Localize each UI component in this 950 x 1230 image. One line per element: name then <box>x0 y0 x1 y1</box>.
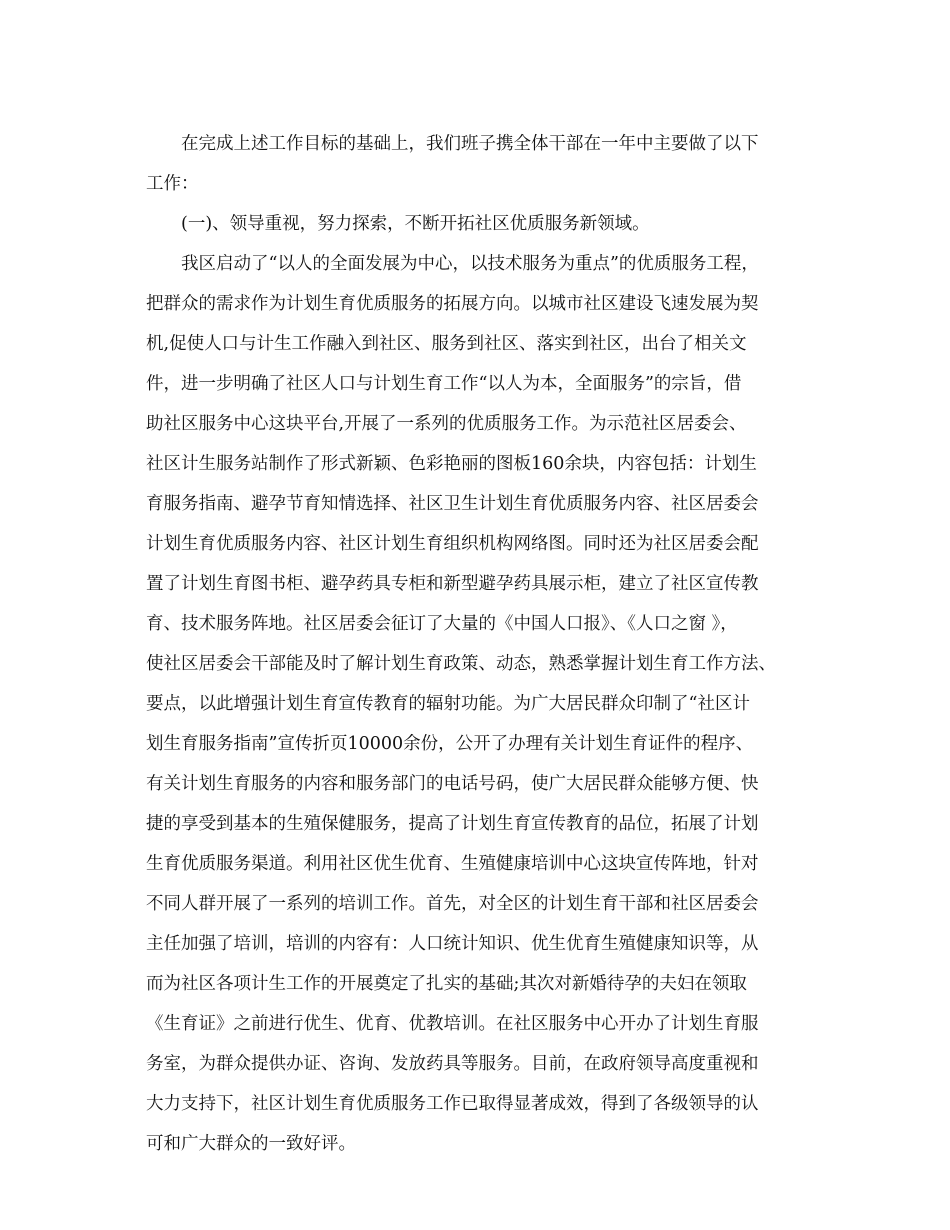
text-line: 有关计划生育服务的内容和服务部门的电话号码，使广大居民群众能够方便、快 <box>146 774 759 794</box>
text-line: 使社区居委会干部能及时了解计划生育政策、动态，熟悉掌握计划生育工作方法、 <box>146 654 776 674</box>
body-text <box>146 124 816 1164</box>
text-line: 件，进一步明确了社区人口与计划生育工作“以人为本，全面服务”的宗旨，借 <box>146 374 742 394</box>
text-line: 务室，为群众提供办证、咨询、发放药具等服务。目前，在政府领导高度重视和 <box>146 1054 759 1074</box>
text-line: 置了计划生育图书柜、避孕药具专柜和新型避孕药具展示柜，建立了社区宣传教 <box>146 574 759 594</box>
text-line: 工作： <box>146 174 199 194</box>
text-line: 不同人群开展了一系列的培训工作。首先，对全区的计划生育干部和社区居委会 <box>146 894 759 914</box>
text-line: 育、技术服务阵地。社区居委会征订了大量的《中国人口报》、《人口之窗 》， <box>146 614 738 634</box>
text-line: 生育优质服务渠道。利用社区优生优育、生殖健康培训中心这块宣传阵地，针对 <box>146 854 759 874</box>
text-line: 主任加强了培训，培训的内容有：人口统计知识、优生优育生殖健康知识等，从 <box>146 934 759 954</box>
text-line: 计划生育优质服务内容、社区计划生育组织机构网络图。同时还为社区居委会配 <box>146 534 759 554</box>
text-line: 在完成上述工作目标的基础上，我们班子携全体干部在一年中主要做了以下 <box>146 134 759 154</box>
text-line: 《生育证》之前进行优生、优育、优教培训。在社区服务中心开办了计划生育服 <box>146 1014 759 1034</box>
section-heading: (一)、领导重视，努力探索，不断开拓社区优质服务新领域。 <box>146 214 650 234</box>
text-line: 机,促使人口与计生工作融入到社区、服务到社区、落实到社区，出台了相关文 <box>146 334 747 354</box>
text-line: 育服务指南、避孕节育知情选择、社区卫生计划生育优质服务内容、社区居委会 <box>146 494 759 514</box>
text-line: 可和广大群众的一致好评。 <box>146 1134 356 1154</box>
text-line: 划生育服务指南”宣传折页10000余份，公开了办理有关计划生育证件的程序、 <box>146 734 754 754</box>
text-line: 而为社区各项计生工作的开展奠定了扎实的基础;其次对新婚待孕的夫妇在领取 <box>146 974 747 994</box>
text-line: 捷的享受到基本的生殖保健服务，提高了计划生育宣传教育的品位，拓展了计划 <box>146 814 759 834</box>
text-line: 我区启动了“以人的全面发展为中心，以技术服务为重点”的优质服务工程， <box>146 254 759 274</box>
text-line: 社区计生服务站制作了形式新颖、色彩艳丽的图板160余块，内容包括：计划生 <box>146 454 757 474</box>
text-line: 大力支持下，社区计划生育优质服务工作已取得显著成效，得到了各级领导的认 <box>146 1094 759 1114</box>
text-line: 把群众的需求作为计划生育优质服务的拓展方向。以城市社区建设飞速发展为契 <box>146 294 759 314</box>
text-line: 助社区服务中心这块平台,开展了一系列的优质服务工作。为示范社区居委会、 <box>146 414 747 434</box>
text-line: 要点，以此增强计划生育宣传教育的辐射功能。为广大居民群众印制了“社区计 <box>146 694 750 714</box>
